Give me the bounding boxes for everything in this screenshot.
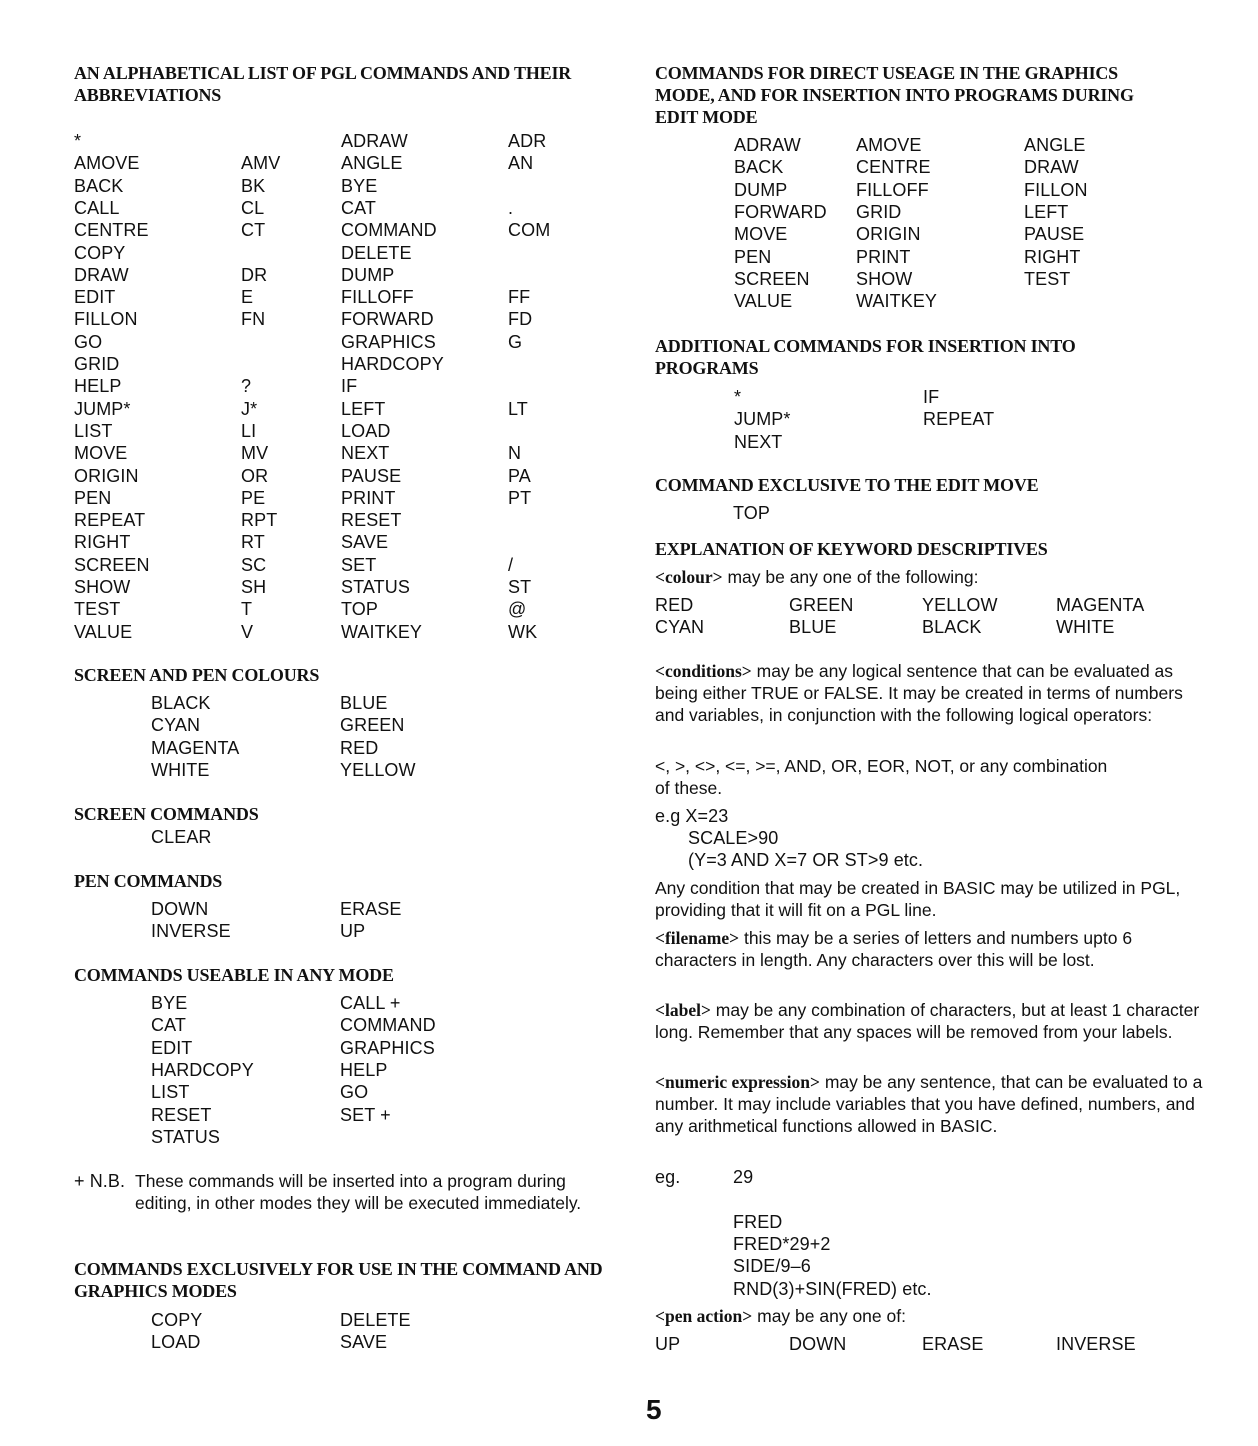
any-mode-row-cell: CAT — [151, 1015, 186, 1036]
edit-command-top: TOP — [733, 503, 770, 523]
colour-row-cell: CYAN — [151, 715, 201, 736]
alpha-row-cell: BK — [241, 175, 266, 196]
alpha-row-cell: TEST — [74, 599, 121, 620]
colour-option-row-cell: RED — [655, 595, 694, 615]
alpha-row-cell: MOVE — [74, 443, 128, 464]
direct-row-cell: PRINT — [856, 246, 911, 267]
direct-row-cell: DRAW — [1024, 157, 1079, 178]
alpha-row-cell: ST — [508, 577, 532, 597]
additional-row-cell: JUMP* — [734, 409, 791, 430]
alpha-row-cell: WAITKEY — [341, 621, 423, 642]
alpha-row-cell: DR — [241, 264, 268, 285]
alpha-row-cell: SAVE — [341, 532, 389, 553]
basic-conditions-note: Any condition that may be created in BASIC may be utilized in PGL, providing that it will fit on a PGL line. — [655, 878, 1181, 920]
alpha-row-cell: LT — [508, 398, 528, 419]
direct-row-cell: LEFT — [1024, 201, 1069, 222]
pen-action-option: UP — [655, 1334, 681, 1354]
direct-row-cell: BACK — [734, 157, 784, 178]
direct-row-cell: SHOW — [856, 268, 913, 289]
numeric-example-line: SIDE/9–6 — [733, 1256, 811, 1277]
label-description: <label> may be any combination of characters, but at least 1 character long. Remember that any spaces will be removed from your labels. — [655, 1000, 1200, 1042]
alpha-row-cell: * — [74, 131, 82, 151]
any-mode-row-cell: BYE — [151, 993, 188, 1013]
any-mode-row-cell: EDIT — [151, 1037, 193, 1058]
alpha-row-cell: ? — [241, 376, 252, 397]
direct-row-cell: DUMP — [734, 179, 788, 200]
pen-row-cell: UP — [340, 921, 366, 942]
colour-option-row-cell: YELLOW — [922, 595, 998, 615]
direct-row-cell: AMOVE — [856, 135, 922, 155]
alpha-row-cell: AMOVE — [74, 153, 140, 174]
colour-option-row-cell: CYAN — [655, 617, 705, 638]
alpha-row-cell: CT — [241, 220, 266, 241]
direct-row-cell: WAITKEY — [856, 291, 938, 312]
alpha-row-cell: ORIGIN — [74, 465, 139, 486]
alpha-row-cell: IF — [341, 376, 358, 397]
pen-row-cell: ERASE — [340, 899, 402, 919]
alpha-row-cell: DELETE — [341, 242, 412, 263]
additional-row-cell: NEXT — [734, 431, 783, 452]
numeric-expression-description: <numeric expression> may be any sentence, that can be evaluated to a number. It may include variables that you have defined, numbers, and any arithmetical functions allowed in BASIC. — [655, 1072, 1203, 1136]
alpha-row-cell: SH — [241, 577, 267, 597]
pen-row-cell: INVERSE — [151, 921, 231, 942]
alpha-row-cell: ANGLE — [341, 153, 403, 174]
any-mode-row-cell: STATUS — [151, 1126, 220, 1147]
colour-option-row-cell: WHITE — [1056, 617, 1115, 638]
direct-row-cell: ORIGIN — [856, 224, 921, 245]
numeric-expression-keyword: <numeric expression> — [655, 1072, 820, 1092]
colour-row-cell: WHITE — [151, 759, 210, 780]
alpha-row-cell: HELP — [74, 376, 122, 397]
direct-useage-heading: COMMANDS FOR DIRECT USEAGE IN THE GRAPHICS MODE, AND FOR INSERTION INTO PROGRAMS DURING EDIT MODE — [655, 63, 1134, 127]
direct-row-cell: CENTRE — [856, 157, 931, 178]
alpha-row-cell: AN — [508, 153, 534, 174]
numeric-example-line: 29 — [733, 1167, 754, 1187]
exclusive-row-cell: SAVE — [340, 1332, 388, 1353]
alpha-row-cell: PE — [241, 487, 266, 508]
additional-row-cell: REPEAT — [923, 409, 995, 430]
any-mode-row-cell: CALL + — [340, 993, 401, 1013]
alpha-row-cell: FD — [508, 309, 533, 330]
alpha-row-cell: AMV — [241, 153, 281, 174]
numeric-example-line: RND(3)+SIN(FRED) etc. — [733, 1278, 932, 1299]
alpha-row-cell: VALUE — [74, 621, 133, 642]
label-keyword: <label> — [655, 1000, 711, 1020]
colour-row-cell: MAGENTA — [151, 737, 240, 758]
alpha-row-cell: RPT — [241, 510, 278, 531]
alpha-row-cell: BYE — [341, 175, 378, 196]
alpha-row-cell: ADR — [508, 131, 547, 151]
logical-operators: <, >, <>, <=, >=, AND, OR, EOR, NOT, or any combination of these. — [655, 756, 1108, 798]
exclusive-row-cell: DELETE — [340, 1310, 411, 1330]
command-graphics-modes-heading: COMMANDS EXCLUSIVELY FOR USE IN THE COMMAND AND GRAPHICS MODES — [74, 1259, 603, 1301]
alpha-row-cell: PEN — [74, 487, 112, 508]
numeric-example-line: FRED*29+2 — [733, 1233, 831, 1254]
alpha-row-cell: MV — [241, 443, 269, 464]
alpha-row-cell: G — [508, 331, 523, 352]
alpha-row-cell: N — [508, 443, 522, 464]
alpha-row-cell: COM — [508, 220, 551, 241]
screen-commands-heading: SCREEN COMMANDS — [74, 804, 259, 824]
direct-row-cell: FORWARD — [734, 201, 827, 222]
direct-row-cell: PEN — [734, 246, 772, 267]
alpha-row-cell: FORWARD — [341, 309, 434, 330]
alpha-row-cell: NEXT — [341, 443, 390, 464]
any-mode-heading: COMMANDS USEABLE IN ANY MODE — [74, 965, 394, 985]
alpha-row-cell: LI — [241, 420, 257, 441]
direct-row-cell: SCREEN — [734, 268, 810, 289]
exclusive-row-cell: COPY — [151, 1310, 203, 1330]
alpha-row-cell: PA — [508, 465, 531, 486]
alpha-row-cell: JUMP* — [74, 398, 131, 419]
conditions-description: <conditions> may be any logical sentence that can be evaluated as being either TRUE or FALSE. It may be created in terms of numbers and variables, in conjunction with the following logical operators: — [655, 661, 1183, 725]
alpha-row-cell: COPY — [74, 242, 126, 263]
any-mode-row-cell: COMMAND — [340, 1015, 436, 1036]
alpha-row-cell: SC — [241, 554, 267, 575]
alpha-row-cell: GRID — [74, 354, 120, 374]
filename-keyword: <filename> — [655, 928, 740, 948]
additional-row-cell: * — [734, 387, 742, 407]
colour-row-cell: BLACK — [151, 693, 211, 713]
alpha-row-cell: / — [508, 554, 514, 575]
numeric-example-label: eg. — [655, 1167, 681, 1187]
alpha-row-cell: SCREEN — [74, 554, 150, 575]
condition-example-2: SCALE>90 — [688, 828, 779, 848]
screen-pen-colours-heading: SCREEN AND PEN COLOURS — [74, 665, 320, 685]
alpha-row-cell: ADRAW — [341, 131, 408, 151]
alpha-row-cell: TOP — [341, 599, 378, 620]
any-mode-row-cell: GO — [340, 1082, 369, 1103]
alpha-row-cell: OR — [241, 465, 269, 486]
any-mode-row-cell: HELP — [340, 1059, 388, 1080]
numeric-example-line: FRED — [733, 1211, 783, 1232]
any-mode-row-cell: LIST — [151, 1082, 190, 1103]
alpha-row-cell: J* — [241, 398, 258, 419]
alpha-row-cell: STATUS — [341, 577, 410, 597]
nb-note: These commands will be inserted into a program during editing, in other modes they will be executed immediately. — [135, 1171, 582, 1213]
nb-marker: + N.B. — [74, 1171, 126, 1191]
alpha-row-cell: @ — [508, 599, 527, 620]
alpha-row-cell: LEFT — [341, 398, 386, 419]
colour-option-row-cell: BLUE — [789, 617, 837, 638]
alpha-row-cell: FN — [241, 309, 266, 330]
colour-option-row-cell: GREEN — [789, 595, 854, 615]
alpha-row-cell: CAT — [341, 197, 376, 218]
pen-action-keyword: <pen action> — [655, 1306, 753, 1326]
alpha-row-cell: RIGHT — [74, 532, 131, 553]
pen-action-option: INVERSE — [1056, 1334, 1136, 1354]
keyword-descriptives-heading: EXPLANATION OF KEYWORD DESCRIPTIVES — [655, 539, 1048, 559]
alpha-row-cell: CENTRE — [74, 220, 149, 241]
alpha-row-cell: EDIT — [74, 287, 116, 308]
alpha-row-cell: FF — [508, 287, 531, 308]
direct-row-cell: VALUE — [734, 291, 793, 312]
direct-row-cell: FILLON — [1024, 179, 1088, 200]
edit-move-heading: COMMAND EXCLUSIVE TO THE EDIT MOVE — [655, 475, 1039, 495]
any-mode-row-cell: RESET — [151, 1104, 212, 1125]
conditions-keyword: <conditions> — [655, 661, 752, 681]
alpha-row-cell: PT — [508, 487, 532, 508]
pen-row-cell: DOWN — [151, 899, 209, 919]
alpha-row-cell: DUMP — [341, 264, 395, 285]
filename-description: <filename> this may be a series of letters and numbers upto 6 characters in length. Any characters over this will be lost. — [655, 928, 1133, 970]
pen-action-option: ERASE — [922, 1334, 984, 1354]
direct-row-cell: GRID — [856, 201, 902, 222]
alpha-row-cell: HARDCOPY — [341, 354, 444, 374]
alpha-row-cell: RESET — [341, 510, 402, 531]
condition-example-1: e.g X=23 — [655, 806, 729, 826]
colour-keyword: <colour> — [655, 567, 723, 587]
alpha-row-cell: E — [241, 287, 254, 308]
alpha-row-cell: FILLON — [74, 309, 138, 330]
alpha-row-cell: CL — [241, 197, 265, 218]
alpha-row-cell: SHOW — [74, 577, 131, 597]
alpha-row-cell: DRAW — [74, 264, 129, 285]
colour-row-cell: YELLOW — [340, 759, 416, 780]
colour-row-cell: GREEN — [340, 715, 405, 736]
colour-row-cell: BLUE — [340, 693, 388, 713]
colour-option-row-cell: BLACK — [922, 617, 982, 638]
alpha-row-cell: LIST — [74, 420, 113, 441]
alpha-row-cell: REPEAT — [74, 510, 146, 531]
alpha-row-cell: COMMAND — [341, 220, 437, 241]
alpha-row-cell: RT — [241, 532, 265, 553]
page-number: 5 — [646, 1394, 662, 1425]
alpha-row-cell: FILLOFF — [341, 287, 414, 308]
any-mode-row-cell: HARDCOPY — [151, 1059, 254, 1080]
alpha-row-cell: SET — [341, 554, 377, 575]
alpha-row-cell: WK — [508, 621, 538, 642]
alphabetical-list-heading: AN ALPHABETICAL LIST OF PGL COMMANDS AND THEIR ABBREVIATIONS — [74, 63, 572, 105]
alpha-row-cell: . — [508, 197, 514, 218]
colour-description: <colour> may be any one of the following: — [655, 567, 979, 587]
alpha-row-cell: CALL — [74, 197, 120, 218]
alpha-row-cell: GO — [74, 331, 103, 352]
screen-command-clear: CLEAR — [151, 827, 212, 847]
alpha-row-cell: BACK — [74, 175, 124, 196]
direct-row-cell: RIGHT — [1024, 246, 1081, 267]
any-mode-row-cell: SET + — [340, 1104, 391, 1125]
direct-row-cell: TEST — [1024, 268, 1071, 289]
direct-row-cell: FILLOFF — [856, 179, 929, 200]
direct-row-cell: ANGLE — [1024, 135, 1086, 155]
direct-row-cell: MOVE — [734, 224, 788, 245]
pen-commands-heading: PEN COMMANDS — [74, 871, 223, 891]
direct-row-cell: ADRAW — [734, 135, 801, 155]
any-mode-row-cell: GRAPHICS — [340, 1037, 435, 1058]
colour-row-cell: RED — [340, 737, 379, 758]
condition-example-3: (Y=3 AND X=7 OR ST>9 etc. — [688, 850, 924, 870]
alpha-row-cell: PRINT — [341, 487, 396, 508]
alpha-row-cell: PAUSE — [341, 465, 402, 486]
additional-commands-heading: ADDITIONAL COMMANDS FOR INSERTION INTO PROGRAMS — [655, 336, 1076, 378]
alpha-row-cell: T — [241, 599, 253, 620]
pen-action-option: DOWN — [789, 1334, 847, 1354]
direct-row-cell: PAUSE — [1024, 224, 1085, 245]
exclusive-row-cell: LOAD — [151, 1332, 201, 1353]
pen-action-description: <pen action> may be any one of: — [655, 1306, 906, 1326]
alpha-row-cell: GRAPHICS — [341, 331, 436, 352]
additional-row-cell: IF — [923, 387, 940, 407]
alpha-row-cell: V — [241, 621, 254, 642]
colour-option-row-cell: MAGENTA — [1056, 595, 1145, 615]
alpha-row-cell: LOAD — [341, 420, 391, 441]
